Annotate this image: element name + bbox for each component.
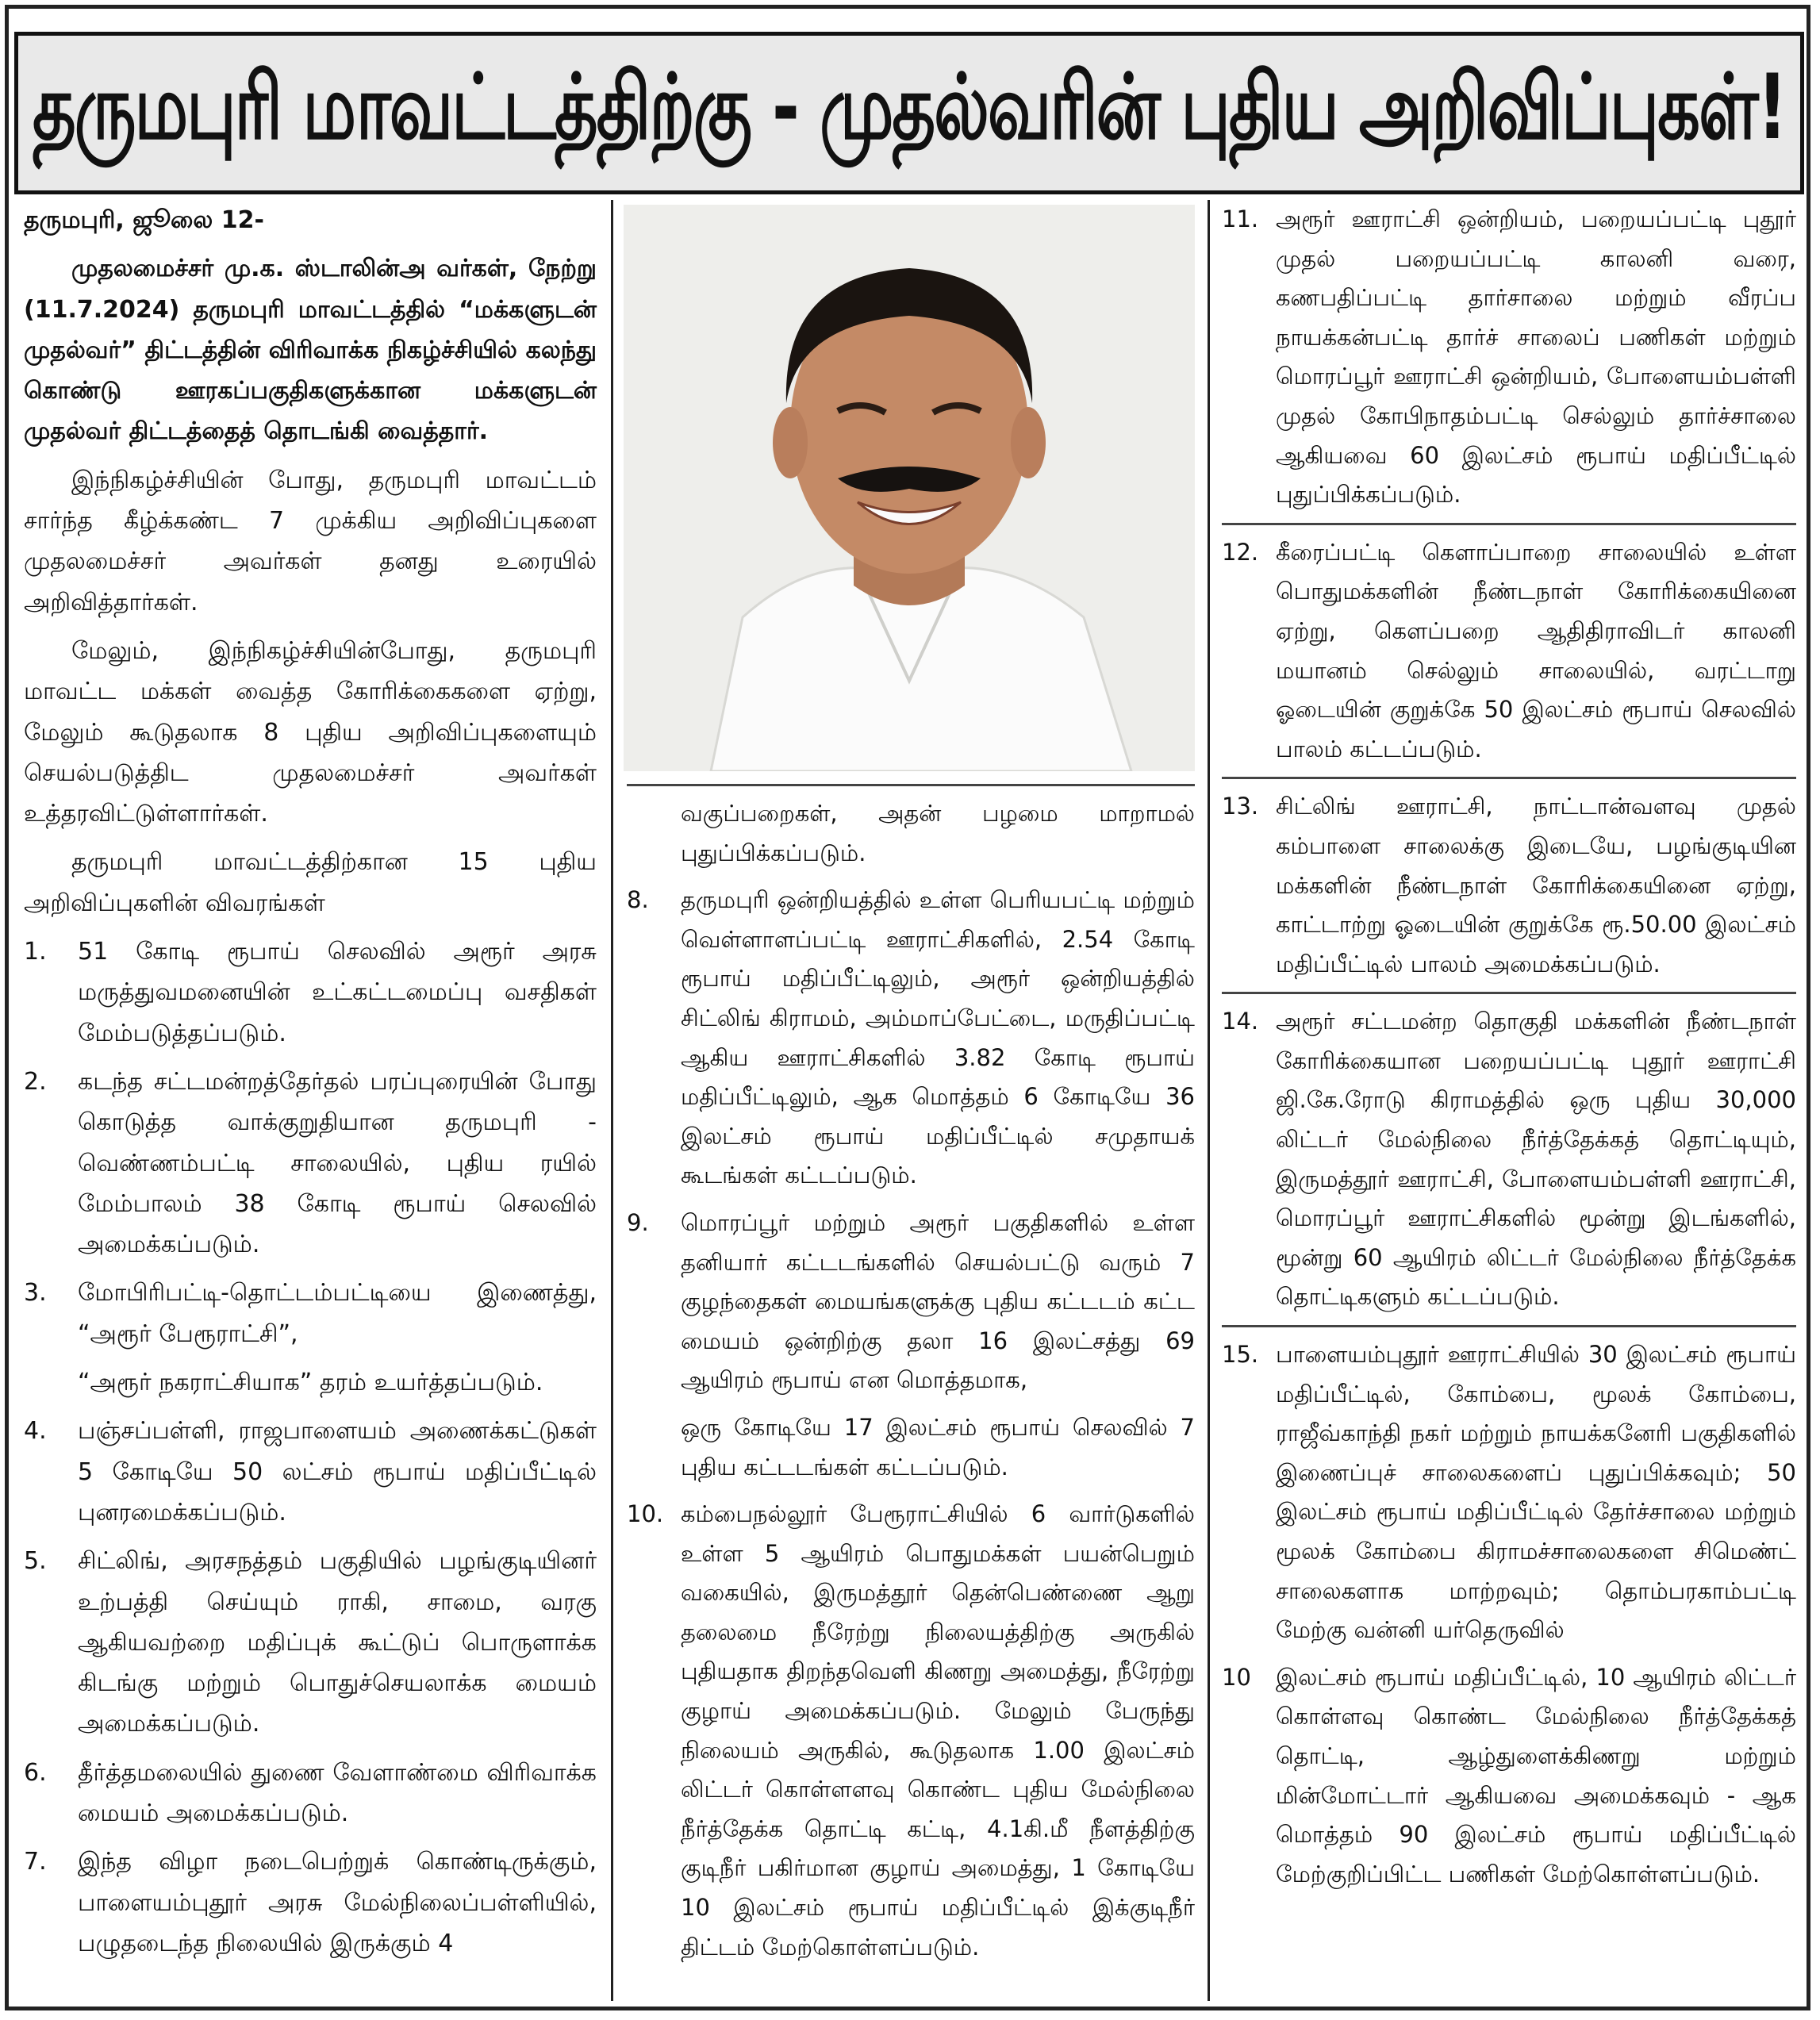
column-rule-left <box>611 200 613 2001</box>
item-number: 6. <box>24 1758 47 1787</box>
dateline: தருமபுரி, ஜூலை 12- <box>24 206 264 234</box>
item-number: 13. <box>1222 793 1259 820</box>
item-number: 8. <box>627 886 649 914</box>
list-item <box>24 1841 597 1964</box>
item-text: தருமபுரி ஒன்றியத்தில் உள்ள பெரியபட்டி மற்றும் வெள்ளாளப்பட்டி ஊராட்சிகளில், 2.54 கோடி ரூபாய் மதிப்பீட்டிலும், அரூர் ஒன்றியத்தில் சிட்லிங் கிராமம், அம்மாப்பேட்டை, மருதிப்பட்டி ஆகிய ஊராட்சிகளில் 3.82 கோடி ரூபாய் மதிப்பீட்டிலும், ஆக மொத்தம் 6 கோடியே 36 இலட்சம் ரூபாய் மதிப்பீட்டில் சமுதாயக் கூடங்கள் கட்டப்படும். <box>681 886 1195 1189</box>
item-text: மொரப்பூர் மற்றும் அரூர் பகுதிகளில் உள்ள தனியார் கட்டடங்களில் செயல்பட்டு வரும் 7 குழந்தைகள் மையங்களுக்கு புதிய கட்டடம் கட்ட மையம் ஒன்றிற்கு தலா 16 இலட்சத்து 69 ஆயிரம் ரூபாய் என மொத்தமாக, <box>681 1208 1195 1394</box>
divider <box>1222 1325 1796 1327</box>
item-number: 7. <box>24 1848 47 1876</box>
list-item <box>1222 1002 1796 1317</box>
list-item <box>1222 1335 1796 1650</box>
item-continuation: “அரூர் நகராட்சியாக” தரம் உயர்த்தப்படும். <box>78 1369 543 1397</box>
item-continuation: வகுப்பறைகள், அதன் பழமை மாறாமல் புதுப்பிக்கப்படும். <box>681 800 1195 866</box>
list-item <box>1222 533 1796 770</box>
item-number: 9. <box>627 1208 649 1236</box>
headline: தருமபுரி மாவட்டத்திற்கு - முதல்வரின் புதிய அறிவிப்புகள்! <box>32 54 1787 159</box>
item-number: 4. <box>24 1417 47 1446</box>
item-text: 51 கோடி ரூபாய் செலவில் அரூர் அரசு மருத்துவமனையின் உட்கட்டமைப்பு வசதிகள் மேம்படுத்தப்படும். <box>78 938 597 1047</box>
column-2 <box>627 776 1195 1975</box>
list-item <box>24 931 597 1054</box>
column-1 <box>24 200 597 1972</box>
item-number: 10 <box>1222 1663 1251 1691</box>
item-text: கம்பைநல்லூர் பேரூராட்சியில் 6 வார்டுகளில் உள்ள 5 ஆயிரம் பொதுமக்கள் பயன்பெறும் வகையில், இருமத்தூர் தென்பெண்ணை ஆறு தலைமை நீரேற்று நிலையத்திற்கு அருகில் புதியதாக திறந்தவெளி கிணறு அமைத்து, நீரேற்று குழாய் அமைக்கப்படும். மேலும் பேருந்து நிலையம் அருகில், கூடுதலாக 1.00 இலட்சம் லிட்டர் கொள்ளளவு கொண்ட புதிய மேல்நிலை நீர்த்தேக்க தொட்டி கட்டி, 4.1கி.மீ நீளத்திற்கு குடிநீர் பகிர்மான குழாய் அமைத்து, 1 கோடியே 10 இலட்சம் ரூபாய் மதிப்பீட்டில் இக்குடிநீர் திட்டம் மேற்கொள்ளப்படும். <box>681 1500 1195 1960</box>
item-text: பாளையம்புதூர் ஊராட்சியில் 30 இலட்சம் ரூபாய் மதிப்பீட்டில், கோம்பை, மூலக் கோம்பை, ராஜீவ்காந்தி நகர் மற்றும் நாயக்கனேரி பகுதிகளில் இணைப்புச் சாலைகளைப் புதுப்பிக்கவும்; 50 இலட்சம் ரூபாய் மதிப்பீட்டில் தேர்ச்சாலை மற்றும் மூலக் கோம்பை கிராமச்சாலைகளை சிமெண்ட் சாலைகளாக மாற்றவும்; தொம்பரகாம்பட்டி மேற்கு வன்னி யர்தெருவில் <box>1276 1341 1796 1644</box>
list-item <box>627 1204 1195 1400</box>
item-number: 14. <box>1222 1008 1259 1035</box>
list-item <box>1222 1658 1796 1895</box>
list-item <box>24 1062 597 1265</box>
list-item <box>24 1753 597 1834</box>
item-continuation: ஒரு கோடியே 17 இலட்சம் ரூபாய் செலவில் 7 புதிய கட்டடங்கள் கட்டப்படும். <box>681 1413 1195 1480</box>
portrait-photo <box>624 205 1195 771</box>
item-number: 2. <box>24 1067 47 1096</box>
item-number: 10. <box>627 1500 664 1528</box>
item-number: 3. <box>24 1279 47 1308</box>
item-text: அரூர் ஊராட்சி ஒன்றியம், பறையப்பட்டி புதூர் முதல் பறையப்பட்டி காலனி வரை, கணபதிப்பட்டி தார்சாலை மற்றும் வீரப்ப நாயக்கன்பட்டி தார்ச் சாலைப் பணிகள் மற்றும் மொரப்பூர் ஊராட்சி ஒன்றியம், போளையம்பள்ளி முதல் கோபிநாதம்பட்டி செல்லும் தார்ச்சாலை ஆகியவை 60 இலட்சம் ரூபாய் மதிப்பீட்டில் புதுப்பிக்கப்படும். <box>1276 205 1796 509</box>
list-item <box>24 1541 597 1744</box>
item-number: 5. <box>24 1547 47 1576</box>
headline-banner <box>14 32 1804 194</box>
body-paragraph: மேலும், இந்நிகழ்ச்சியின்போது, தருமபுரி மாவட்ட மக்கள் வைத்த கோரிக்கைகளை ஏற்று, மேலும் கூடுதலாக 8 புதிய அறிவிப்புகளையும் செயல்படுத்திட முதலமைச்சர் அவர்கள் உத்தரவிட்டுள்ளார்கள். <box>24 636 597 828</box>
divider <box>1222 523 1796 525</box>
item-text: கடந்த சட்டமன்றத்தேர்தல் பரப்புரையின் போது கொடுத்த வாக்குறுதியான தருமபுரி - வெண்ணம்பட்டி சாலையில், புதிய ரயில் மேம்பாலம் 38 கோடி ரூபாய் செலவில் அமைக்கப்படும். <box>78 1067 597 1259</box>
body-paragraph: தருமபுரி மாவட்டத்திற்கான 15 புதிய அறிவிப்புகளின் விவரங்கள் <box>24 848 597 917</box>
item-number: 12. <box>1222 538 1259 566</box>
list-item <box>24 1273 597 1354</box>
item-text: தீர்த்தமலையில் துணை வேளாண்மை விரிவாக்க மையம் அமைக்கப்படும். <box>78 1758 597 1827</box>
list-item <box>627 1495 1195 1967</box>
item-text: சிட்லிங் ஊராட்சி, நாட்டான்வளவு முதல் கம்பாளை சாலைக்கு இடையே, பழங்குடியின மக்களின் நீண்டநாள் கோரிக்கையினை ஏற்று, காட்டாற்று ஓடையின் குறுக்கே ரூ.50.00 இலட்சம் மதிப்பீட்டில் பாலம் அமைக்கப்படும். <box>1276 793 1796 977</box>
divider <box>1222 992 1796 994</box>
lead-paragraph: முதலமைச்சர் மு.க. ஸ்டாலின்அ வர்கள், நேற்று (11.7.2024) தருமபுரி மாவட்டத்தில் “மக்களுடன் முதல்வர்” திட்டத்தின் விரிவாக்க நிகழ்ச்சியில் கலந்து கொண்டு ஊரகப்பகுதிகளுக்கான மக்களுடன் முதல்வர் திட்டத்தைத் தொடங்கி வைத்தார். <box>24 255 597 446</box>
divider <box>1222 777 1796 779</box>
item-text: சிட்லிங், அரசநத்தம் பகுதியில் பழங்குடியினர் உற்பத்தி செய்யும் ராகி, சாமை, வரகு ஆகியவற்றை மதிப்புக் கூட்டுப் பொருளாக்க கிடங்கு மற்றும் பொதுச்செயலாக்க மையம் அமைக்கப்படும். <box>78 1547 597 1738</box>
list-item <box>1222 200 1796 515</box>
portrait-illustration <box>624 205 1195 771</box>
body-paragraph: இந்நிகழ்ச்சியின் போது, தருமபுரி மாவட்டம் சார்ந்த கீழ்க்கண்ட 7 முக்கிய அறிவிப்புகளை முதலமைச்சர் அவர்கள் தனது உரையில் அறிவித்தார்கள். <box>24 466 597 616</box>
item-number: 15. <box>1222 1341 1259 1369</box>
item-text: மோபிரிபட்டி-தொட்டம்பட்டியை இணைத்து, “அரூர் பேரூராட்சி”, <box>78 1279 597 1348</box>
list-item <box>24 1411 597 1533</box>
column-3 <box>1222 200 1796 1902</box>
item-text: இலட்சம் ரூபாய் மதிப்பீட்டில், 10 ஆயிரம் லிட்டர் கொள்ளவு கொண்ட மேல்நிலை நீர்த்தேக்கத் தொட்டி, ஆழ்துளைக்கிணறு மற்றும் மின்மோட்டார் ஆகியவை அமைக்கவும் - ஆக மொத்தம் 90 இலட்சம் ரூபாய் மதிப்பீட்டில் மேற்குறிப்பிட்ட பணிகள் மேற்கொள்ளப்படும். <box>1276 1663 1796 1888</box>
list-item <box>1222 787 1796 984</box>
item-number: 1. <box>24 938 47 966</box>
item-number: 11. <box>1222 205 1259 232</box>
item-text: பஞ்சப்பள்ளி, ராஜபாளையம் அணைக்கட்டுகள் 5 கோடியே 50 லட்சம் ரூபாய் மதிப்பீட்டில் புனரமைக்கப்படும். <box>78 1417 597 1527</box>
item-text: கீரைப்பட்டி கௌாப்பாறை சாலையில் உள்ள பொதுமக்களின் நீண்டநாள் கோரிக்கையினை ஏற்று, கௌப்பறை ஆதிதிராவிடர் காலனி மயானம் செல்லும் சாலையில், வரட்டாறு ஓடையின் குறுக்கே 50 இலட்சம் ரூபாய் செலவில் பாலம் கட்டப்படும். <box>1276 538 1796 762</box>
item-text: இந்த விழா நடைபெற்றுக் கொண்டிருக்கும், பாளையம்புதூர் அரசு மேல்நிலைப்பள்ளியில், பழுதடைந்த நிலையில் இருக்கும் 4 <box>78 1848 597 1957</box>
column-rule-right <box>1208 200 1210 2001</box>
list-item <box>627 881 1195 1196</box>
item-text: அரூர் சட்டமன்ற தொகுதி மக்களின் நீண்டநாள் கோரிக்கையான பறையப்பட்டி புதூர் ஊராட்சி ஜி.கே.ரோடு கிராமத்தில் ஒரு புதிய 30,000 லிட்டர் மேல்நிலை நீர்த்தேக்கத் தொட்டியும், இருமத்தூர் ஊராட்சி, போளையம்பள்ளி ஊராட்சி, மொரப்பூர் ஊராட்சிகளில் மூன்று இடங்களில், மூன்று 60 ஆயிரம் லிட்டர் மேல்நிலை நீர்த்தேக்க தொட்டிகளும் கட்டப்படும். <box>1276 1008 1796 1311</box>
divider <box>627 784 1195 786</box>
